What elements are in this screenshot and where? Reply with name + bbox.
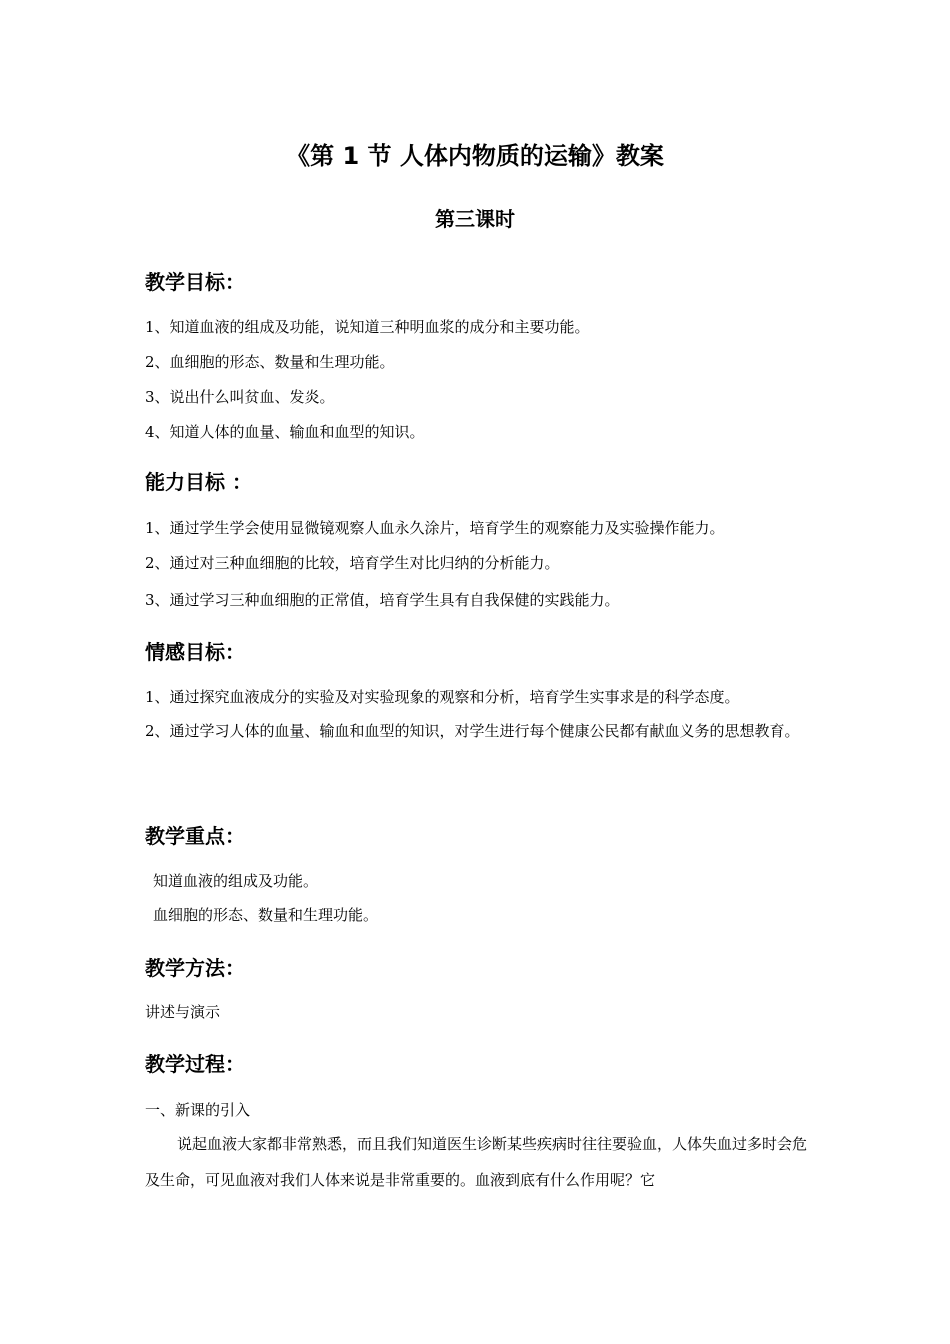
process-heading: 教学过程： — [145, 1052, 245, 1076]
emotion-goals-heading: 情感目标： — [145, 640, 245, 664]
key-point-item: 血细胞的形态、数量和生理功能。 — [153, 906, 379, 924]
process-paragraph: 说起血液大家都非常熟悉，而且我们知道医生诊断某些疾病时往往要验血，人体失血过多时会危及生命，可见血液对我们人体来说是非常重要的。血液到底有什么作用呢？它 — [145, 1135, 808, 1189]
teaching-goal-item: 1、知道血液的组成及功能，说知道三种明血浆的成分和主要功能。 — [145, 318, 590, 336]
key-points-heading: 教学重点： — [145, 824, 245, 848]
ability-goal-item: 2、通过对三种血细胞的比较，培育学生对比归纳的分析能力。 — [145, 554, 560, 572]
ability-goal-item: 1、通过学生学会使用显微镜观察人血永久涂片，培育学生的观察能力及实验操作能力。 — [145, 519, 725, 537]
emotion-goal-item: 1、通过探究血液成分的实验及对实验现象的观察和分析，培育学生实事求是的科学态度。 — [145, 688, 740, 706]
emotion-goal-item: 2、通过学习人体的血量、输血和血型的知识，对学生进行每个健康公民都有献血义务的思想教育。 — [145, 722, 800, 740]
teaching-goal-item: 3、说出什么叫贫血、发炎。 — [145, 388, 335, 406]
teaching-goals-heading: 教学目标： — [145, 270, 245, 294]
methods-text: 讲述与演示 — [145, 1003, 221, 1021]
document-title: 《第 1 节 人体内物质的运输》教案 — [286, 142, 664, 170]
methods-heading: 教学方法： — [145, 956, 245, 980]
ability-goal-item: 3、通过学习三种血细胞的正常值，培育学生具有自我保健的实践能力。 — [145, 591, 620, 609]
document-subtitle: 第三课时 — [435, 207, 515, 231]
teaching-goal-item: 2、血细胞的形态、数量和生理功能。 — [145, 353, 395, 371]
key-point-item: 知道血液的组成及功能。 — [153, 872, 319, 890]
teaching-goal-item: 4、知道人体的血量、输血和血型的知识。 — [145, 423, 425, 441]
process-section-title: 一、新课的引入 — [145, 1101, 251, 1119]
ability-goals-heading: 能力目标 ： — [145, 470, 252, 494]
